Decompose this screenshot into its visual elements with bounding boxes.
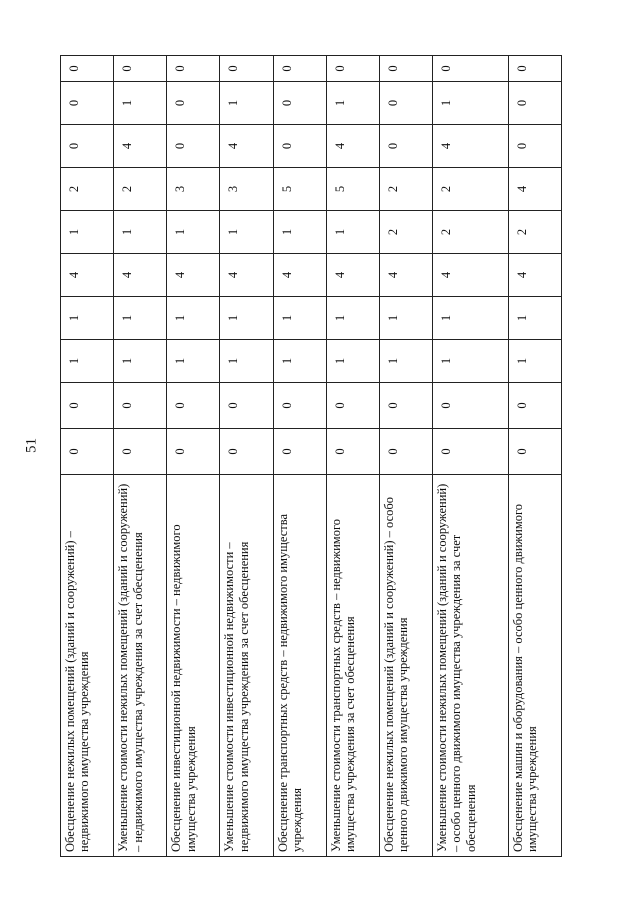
value-cell: 0 [508,82,561,125]
row-label: Обесценение машин и оборудования – особо ценного движимого имущества учреждения [508,475,561,857]
value-cell: 1 [220,297,273,340]
value-cell: 1 [61,211,114,254]
rotated-table-container [60,62,562,857]
value-cell: 4 [326,254,379,297]
value-cell: 1 [432,82,508,125]
value-cell: 0 [167,82,220,125]
table-row [326,56,379,857]
value-cell: 5 [273,168,326,211]
table-body [61,56,562,857]
value-cell: 2 [61,168,114,211]
row-label: Обесценение нежилых помещений (зданий и сооружений) – особо ценного движимого имущества учреждения [379,475,432,857]
value-cell: 0 [114,429,167,475]
table-row [61,56,114,857]
value-cell: 1 [432,340,508,383]
value-cell: 1 [326,297,379,340]
value-cell: 1 [61,297,114,340]
value-cell: 0 [167,125,220,168]
value-cell: 2 [379,168,432,211]
value-cell: 0 [379,383,432,429]
table-row [432,56,508,857]
value-cell: 0 [273,125,326,168]
value-cell: 0 [61,383,114,429]
value-cell: 1 [273,211,326,254]
value-cell: 1 [432,297,508,340]
value-cell: 0 [167,429,220,475]
value-cell: 1 [273,297,326,340]
accounts-table [60,55,562,857]
value-cell: 1 [114,211,167,254]
value-cell: 4 [379,254,432,297]
value-cell: 0 [379,56,432,82]
value-cell: 1 [326,82,379,125]
table-row [220,56,273,857]
table-row [273,56,326,857]
value-cell: 4 [326,125,379,168]
row-label: Уменьшение стоимости транспортных средств – недвижимого имущества учреждения за счет обесценения [326,475,379,857]
value-cell: 1 [167,297,220,340]
value-cell: 0 [508,429,561,475]
page-number: 51 [23,438,40,453]
value-cell: 1 [167,211,220,254]
table-row [167,56,220,857]
value-cell: 0 [273,56,326,82]
value-cell: 0 [273,82,326,125]
value-cell: 0 [273,429,326,475]
value-cell: 1 [220,340,273,383]
value-cell: 1 [220,82,273,125]
value-cell: 4 [167,254,220,297]
row-label: Уменьшение стоимости инвестиционной недвижимости – недвижимого имущества учреждения за счет обесценения [220,475,273,857]
value-cell: 1 [508,297,561,340]
value-cell: 0 [61,82,114,125]
value-cell: 1 [273,340,326,383]
value-cell: 0 [432,429,508,475]
value-cell: 0 [326,383,379,429]
value-cell: 3 [167,168,220,211]
value-cell: 1 [114,82,167,125]
value-cell: 0 [220,383,273,429]
value-cell: 1 [114,297,167,340]
table-row [379,56,432,857]
value-cell: 0 [61,429,114,475]
table-row [508,56,561,857]
value-cell: 4 [273,254,326,297]
value-cell: 0 [508,125,561,168]
value-cell: 4 [508,254,561,297]
value-cell: 1 [114,340,167,383]
value-cell: 4 [220,254,273,297]
value-cell: 3 [220,168,273,211]
row-label: Обесценение транспортных средств – недвижимого имущества учреждения [273,475,326,857]
table-row [114,56,167,857]
value-cell: 1 [379,297,432,340]
value-cell: 4 [61,254,114,297]
value-cell: 4 [508,168,561,211]
value-cell: 4 [432,125,508,168]
value-cell: 2 [508,211,561,254]
value-cell: 1 [326,211,379,254]
value-cell: 0 [61,125,114,168]
value-cell: 1 [326,340,379,383]
value-cell: 2 [379,211,432,254]
value-cell: 0 [114,56,167,82]
value-cell: 4 [114,125,167,168]
row-label: Обесценение нежилых помещений (зданий и сооружений) – недвижимого имущества учреждения [61,475,114,857]
value-cell: 0 [220,56,273,82]
value-cell: 0 [220,429,273,475]
value-cell: 0 [379,125,432,168]
value-cell: 0 [326,429,379,475]
value-cell: 5 [326,168,379,211]
value-cell: 0 [432,56,508,82]
value-cell: 0 [167,383,220,429]
row-label: Обесценение инвестиционной недвижимости – недвижимого имущества учреждения [167,475,220,857]
value-cell: 1 [167,340,220,383]
value-cell: 0 [432,383,508,429]
row-label: Уменьшение стоимости нежилых помещений (зданий и сооружений) – недвижимого имущества учреждения за счет обесценения [114,475,167,857]
value-cell: 0 [114,383,167,429]
row-label: Уменьшение стоимости нежилых помещений (зданий и сооружений) – особо ценного движимого имущества учреждения за счет обесценения [432,475,508,857]
value-cell: 0 [273,383,326,429]
value-cell: 0 [508,56,561,82]
value-cell: 2 [432,211,508,254]
value-cell: 2 [114,168,167,211]
value-cell: 1 [220,211,273,254]
value-cell: 4 [432,254,508,297]
value-cell: 1 [379,340,432,383]
value-cell: 0 [379,429,432,475]
value-cell: 2 [432,168,508,211]
value-cell: 0 [326,56,379,82]
value-cell: 0 [379,82,432,125]
value-cell: 0 [167,56,220,82]
value-cell: 0 [61,56,114,82]
value-cell: 4 [114,254,167,297]
value-cell: 1 [508,340,561,383]
value-cell: 4 [220,125,273,168]
value-cell: 0 [508,383,561,429]
value-cell: 1 [61,340,114,383]
